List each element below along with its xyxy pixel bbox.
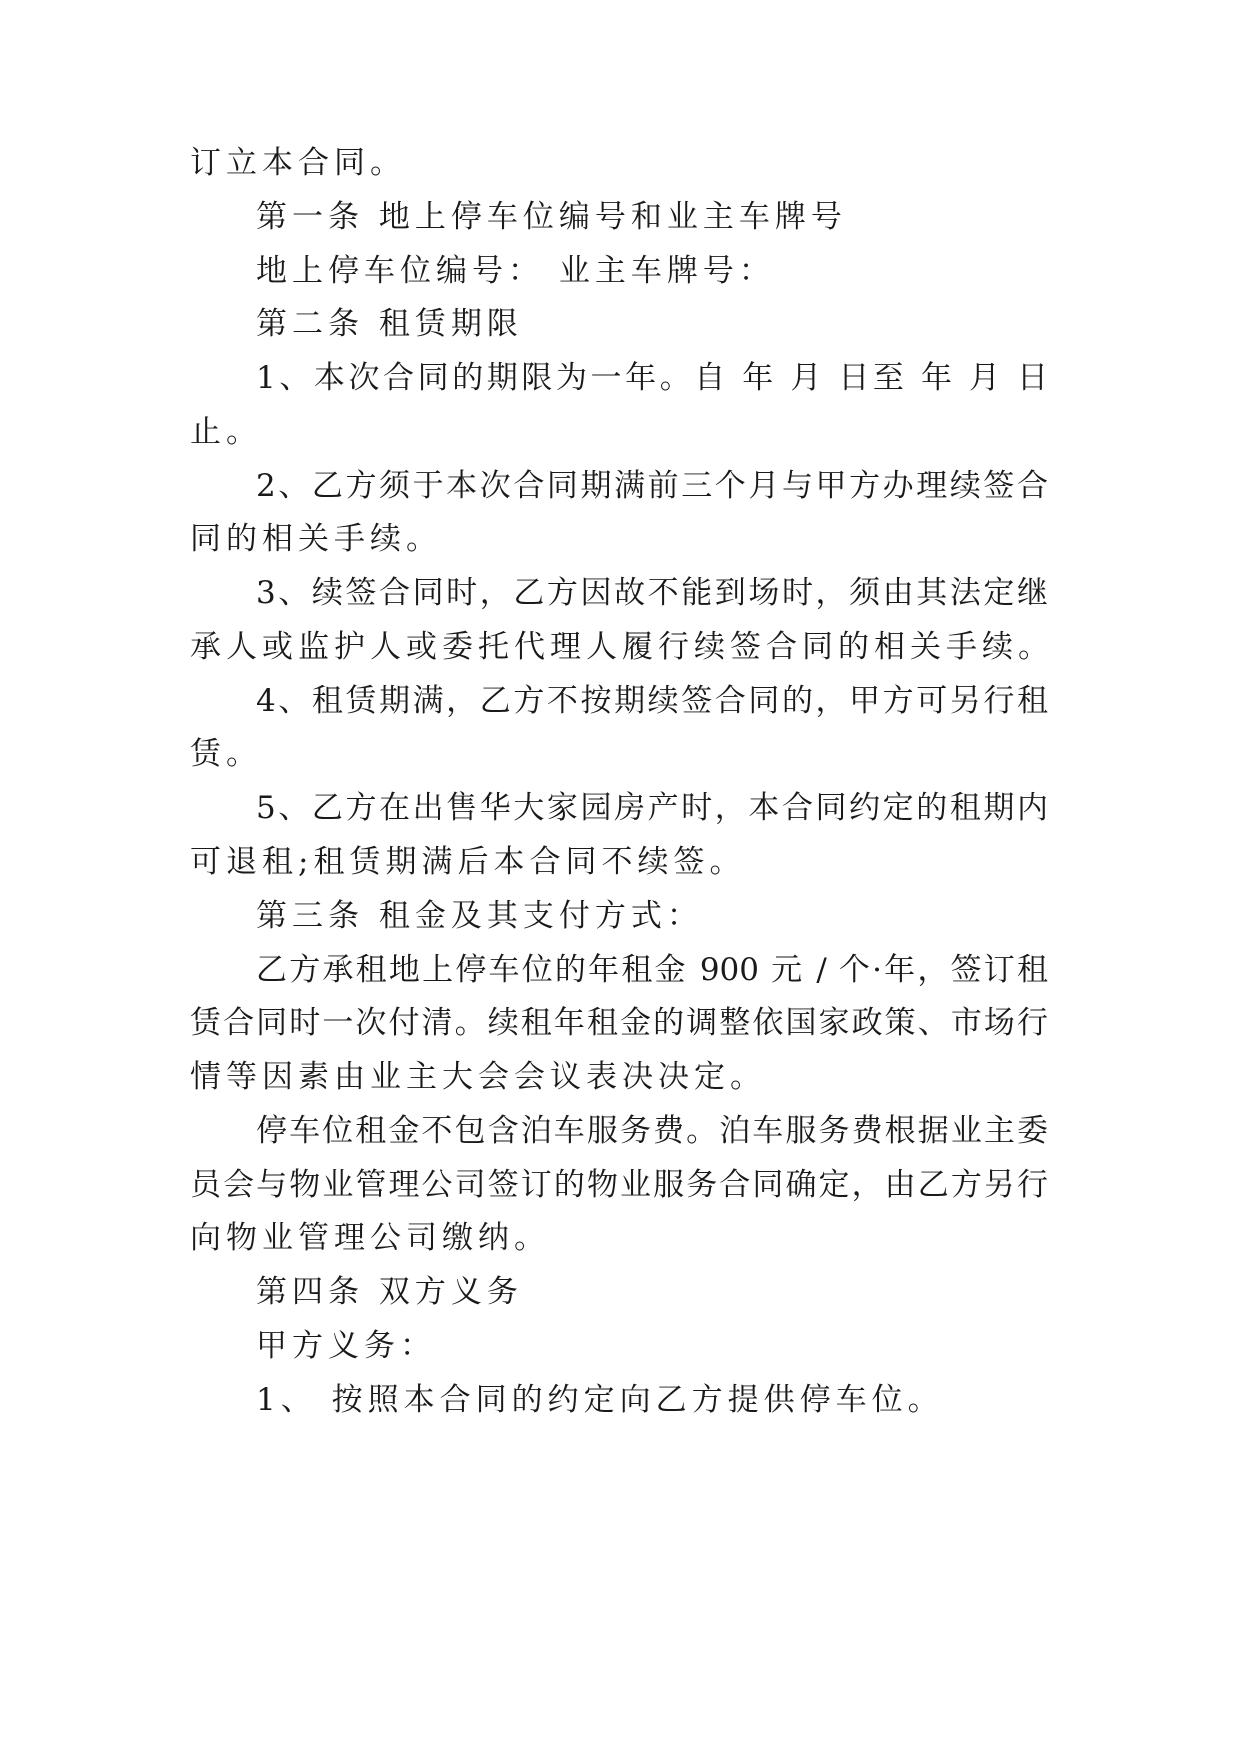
article-1-heading: 第一条 地上停车位编号和业主车牌号 [256,199,847,235]
text-line: 止。 [190,414,262,450]
text-line: 2、乙方须于本次合同期满前三个月与甲方办理续签合 [256,468,1048,504]
text-line: 订立本合同。 [190,145,406,181]
article-2-heading: 第二条 租赁期限 [256,306,523,342]
article-4-heading: 第四条 双方义务 [256,1274,523,1310]
text-line: 向物业管理公司缴纳。 [190,1220,550,1256]
text-line: 1、 按照本合同的约定向乙方提供停车位。 [256,1382,944,1418]
text-line: 5、乙方在出售华大家园房产时，本合同约定的租期内 [256,790,1048,826]
text-line: 3、续签合同时，乙方因故不能到场时，须由其法定继 [256,575,1048,611]
section-subheading: 甲方义务： [256,1328,436,1364]
text-line: 同的相关手续。 [190,521,442,557]
text-line: 承人或监护人或委托代理人履行续签合同的相关手续。 [190,629,1054,665]
text-line: 情等因素由业主大会会议表决决定。 [190,1059,766,1095]
text-line: 赁合同时一次付清。续租年租金的调整依国家政策、市场行 [190,1005,1048,1041]
text-line: 停车位租金不包含泊车服务费。泊车服务费根据业主委 [256,1113,1048,1149]
text-line: 赁。 [190,736,262,772]
text-line: 1、本次合同的期限为一年。自 年 月 日至 年 月 日 [256,360,1048,396]
text-line: 乙方承租地上停车位的年租金 900 元 / 个·年，签订租 [256,952,1048,988]
text-line: 员会与物业管理公司签订的物业服务合同确定，由乙方另行 [190,1167,1048,1203]
text-line: 可退租;租赁期满后本合同不续签。 [190,844,746,880]
text-line: 地上停车位编号： 业主车牌号： [256,253,775,289]
article-3-heading: 第三条 租金及其支付方式： [256,898,703,934]
text-line: 4、租赁期满，乙方不按期续签合同的，甲方可另行租 [256,683,1048,719]
